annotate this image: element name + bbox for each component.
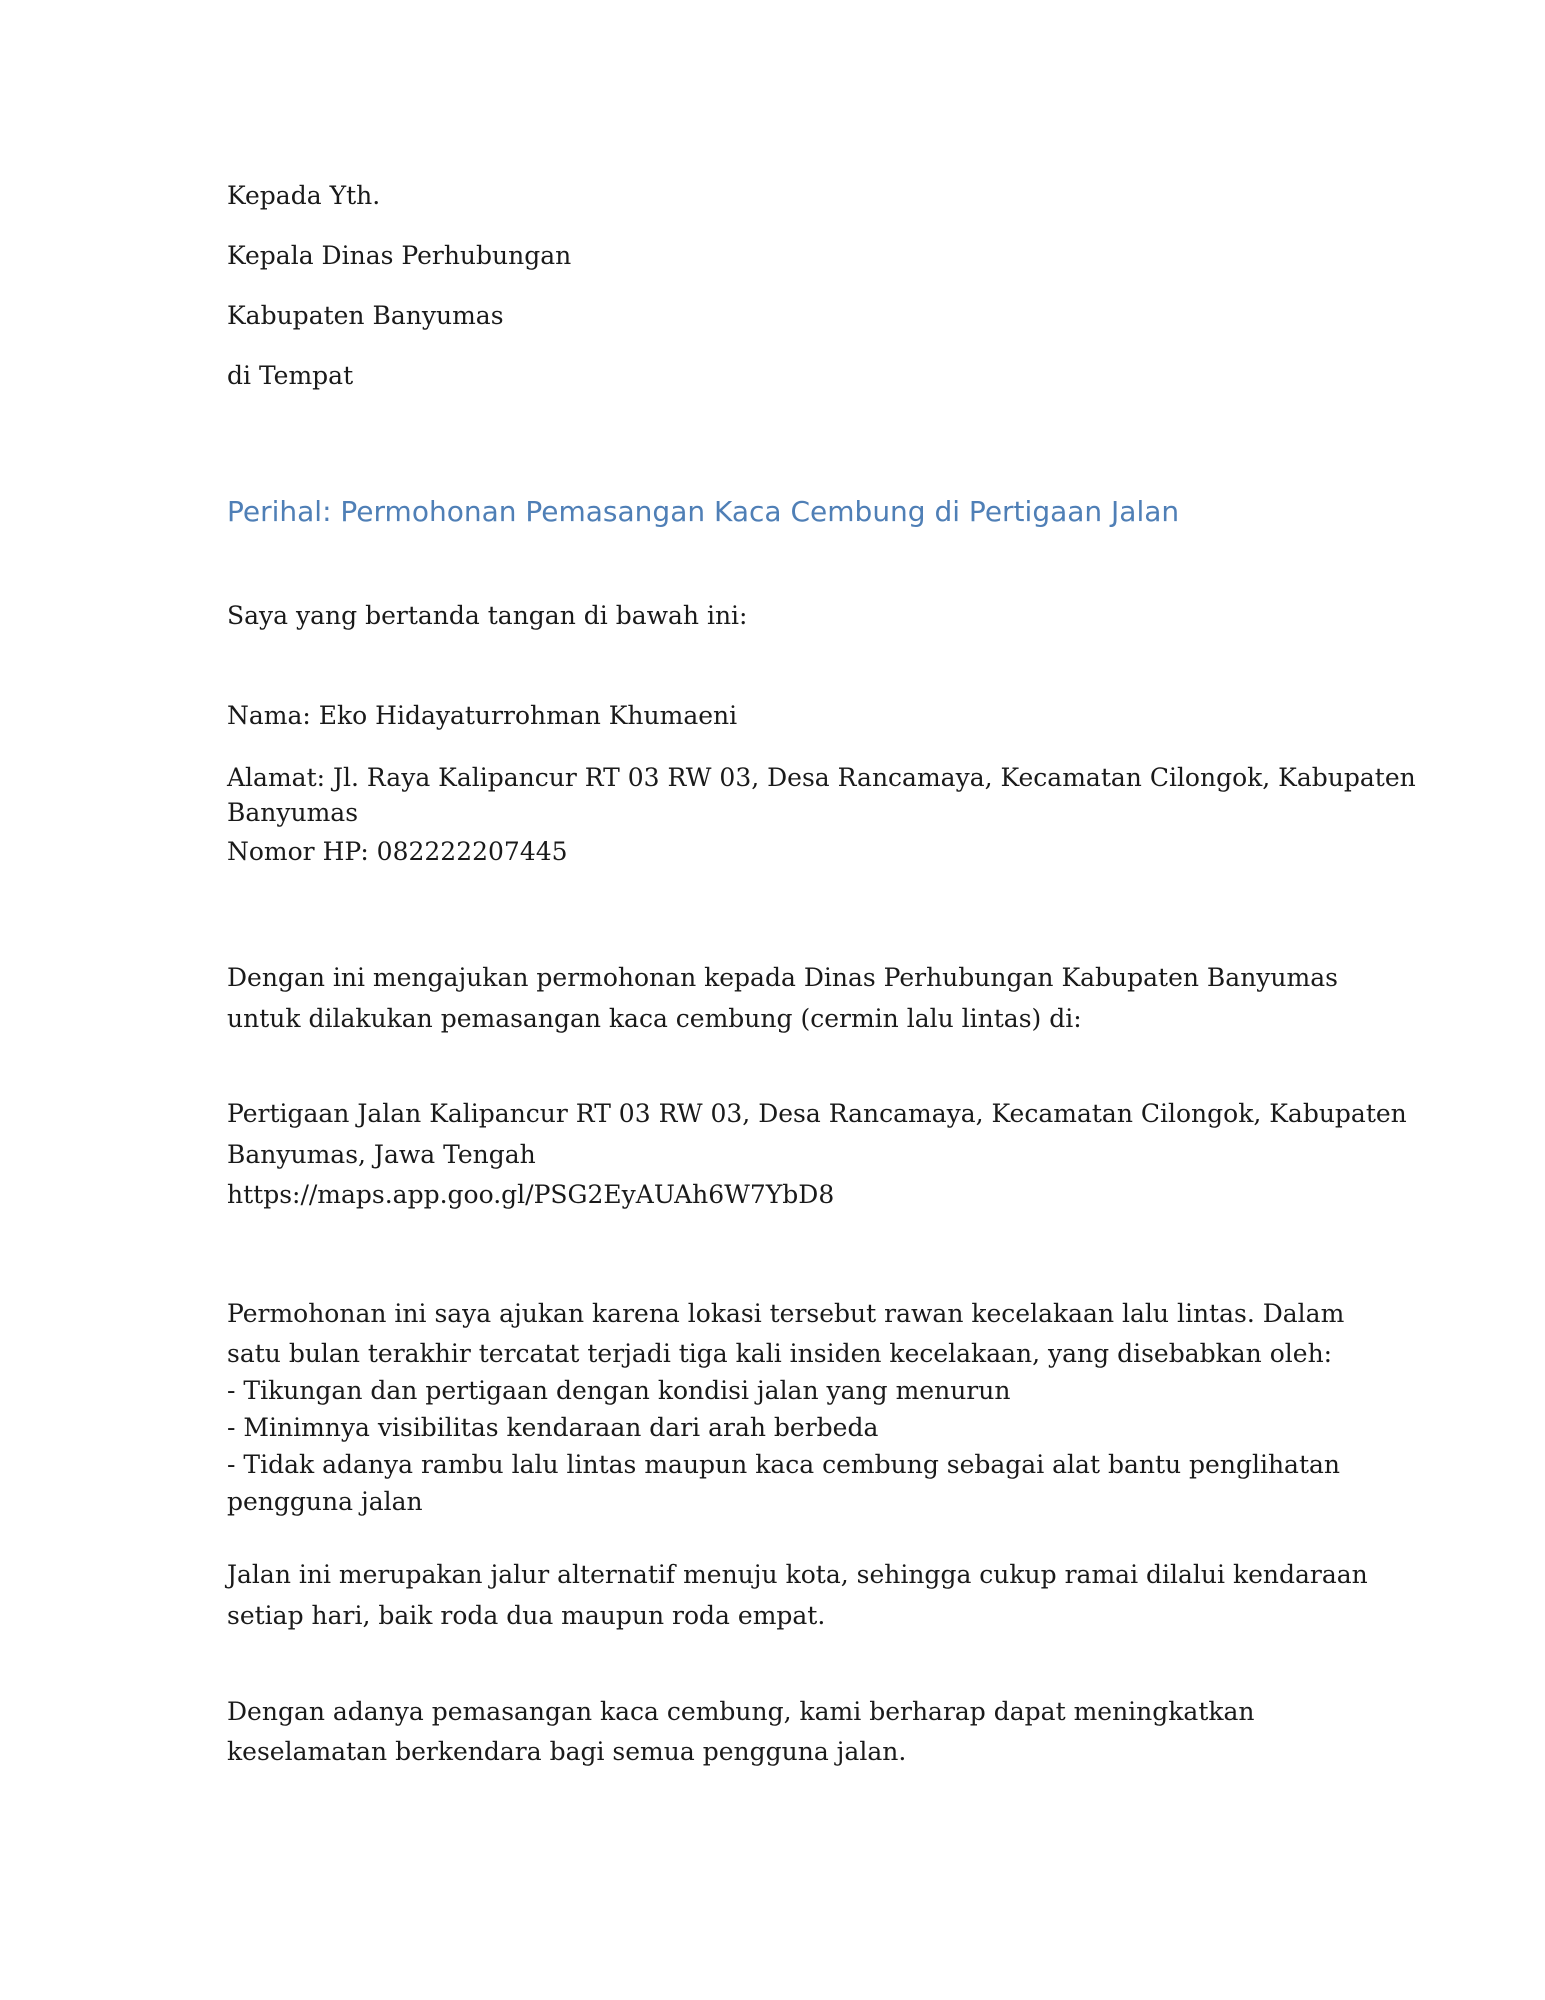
- traffic-line1: Jalan ini merupakan jalur alternatif menuju kota, sehingga cukup ramai dilalui kendaraan: [227, 1560, 1368, 1589]
- traffic-line2: setiap hari, baik roda dua maupun roda empat.: [227, 1601, 826, 1630]
- location-map-link: https://maps.app.goo.gl/PSG2EyAUAh6W7YbD8: [227, 1180, 835, 1209]
- letter-subject: Perihal: Permohonan Pemasangan Kaca Cembung di Pertigaan Jalan: [227, 495, 1180, 528]
- location-line1: Pertigaan Jalan Kalipancur RT 03 RW 03, Desa Rancamaya, Kecamatan Cilongok, Kabupaten: [227, 1099, 1407, 1128]
- recipient-place: di Tempat: [227, 361, 354, 390]
- request-line2: untuk dilakukan pemasangan kaca cembung (cermin lalu lintas) di:: [227, 1004, 1082, 1033]
- reason-bullet: - Tikungan dan pertigaan dengan kondisi jalan yang menurun: [227, 1376, 1011, 1405]
- hope-line2: keselamatan berkendara bagi semua pengguna jalan.: [227, 1737, 907, 1766]
- identity-name: Nama: Eko Hidayaturrohman Khumaeni: [227, 701, 738, 730]
- reason-line1: Permohonan ini saya ajukan karena lokasi tersebut rawan kecelakaan lalu lintas. Dalam: [227, 1299, 1345, 1328]
- reason-line2: satu bulan terakhir tercatat terjadi tiga kali insiden kecelakaan, yang disebabkan oleh:: [227, 1339, 1333, 1368]
- recipient-salutation: Kepada Yth.: [227, 181, 381, 210]
- identity-phone: Nomor HP: 082222207445: [227, 837, 568, 866]
- intro-text: Saya yang bertanda tangan di bawah ini:: [227, 601, 748, 630]
- reason-bullet: - Minimnya visibilitas kendaraan dari arah berbeda: [227, 1413, 879, 1442]
- reason-bullet-continuation: pengguna jalan: [227, 1487, 423, 1516]
- reason-bullet: - Tidak adanya rambu lalu lintas maupun kaca cembung sebagai alat bantu penglihatan: [227, 1450, 1341, 1479]
- recipient-title: Kepala Dinas Perhubungan: [227, 241, 572, 270]
- request-line1: Dengan ini mengajukan permohonan kepada Dinas Perhubungan Kabupaten Banyumas: [227, 963, 1338, 992]
- hope-line1: Dengan adanya pemasangan kaca cembung, kami berharap dapat meningkatkan: [227, 1697, 1255, 1726]
- recipient-region: Kabupaten Banyumas: [227, 301, 504, 330]
- identity-address-line1: Alamat: Jl. Raya Kalipancur RT 03 RW 03, Desa Rancamaya, Kecamatan Cilongok, Kabupaten: [227, 763, 1416, 792]
- identity-address-line2: Banyumas: [227, 798, 359, 827]
- location-line2: Banyumas, Jawa Tengah: [227, 1140, 536, 1169]
